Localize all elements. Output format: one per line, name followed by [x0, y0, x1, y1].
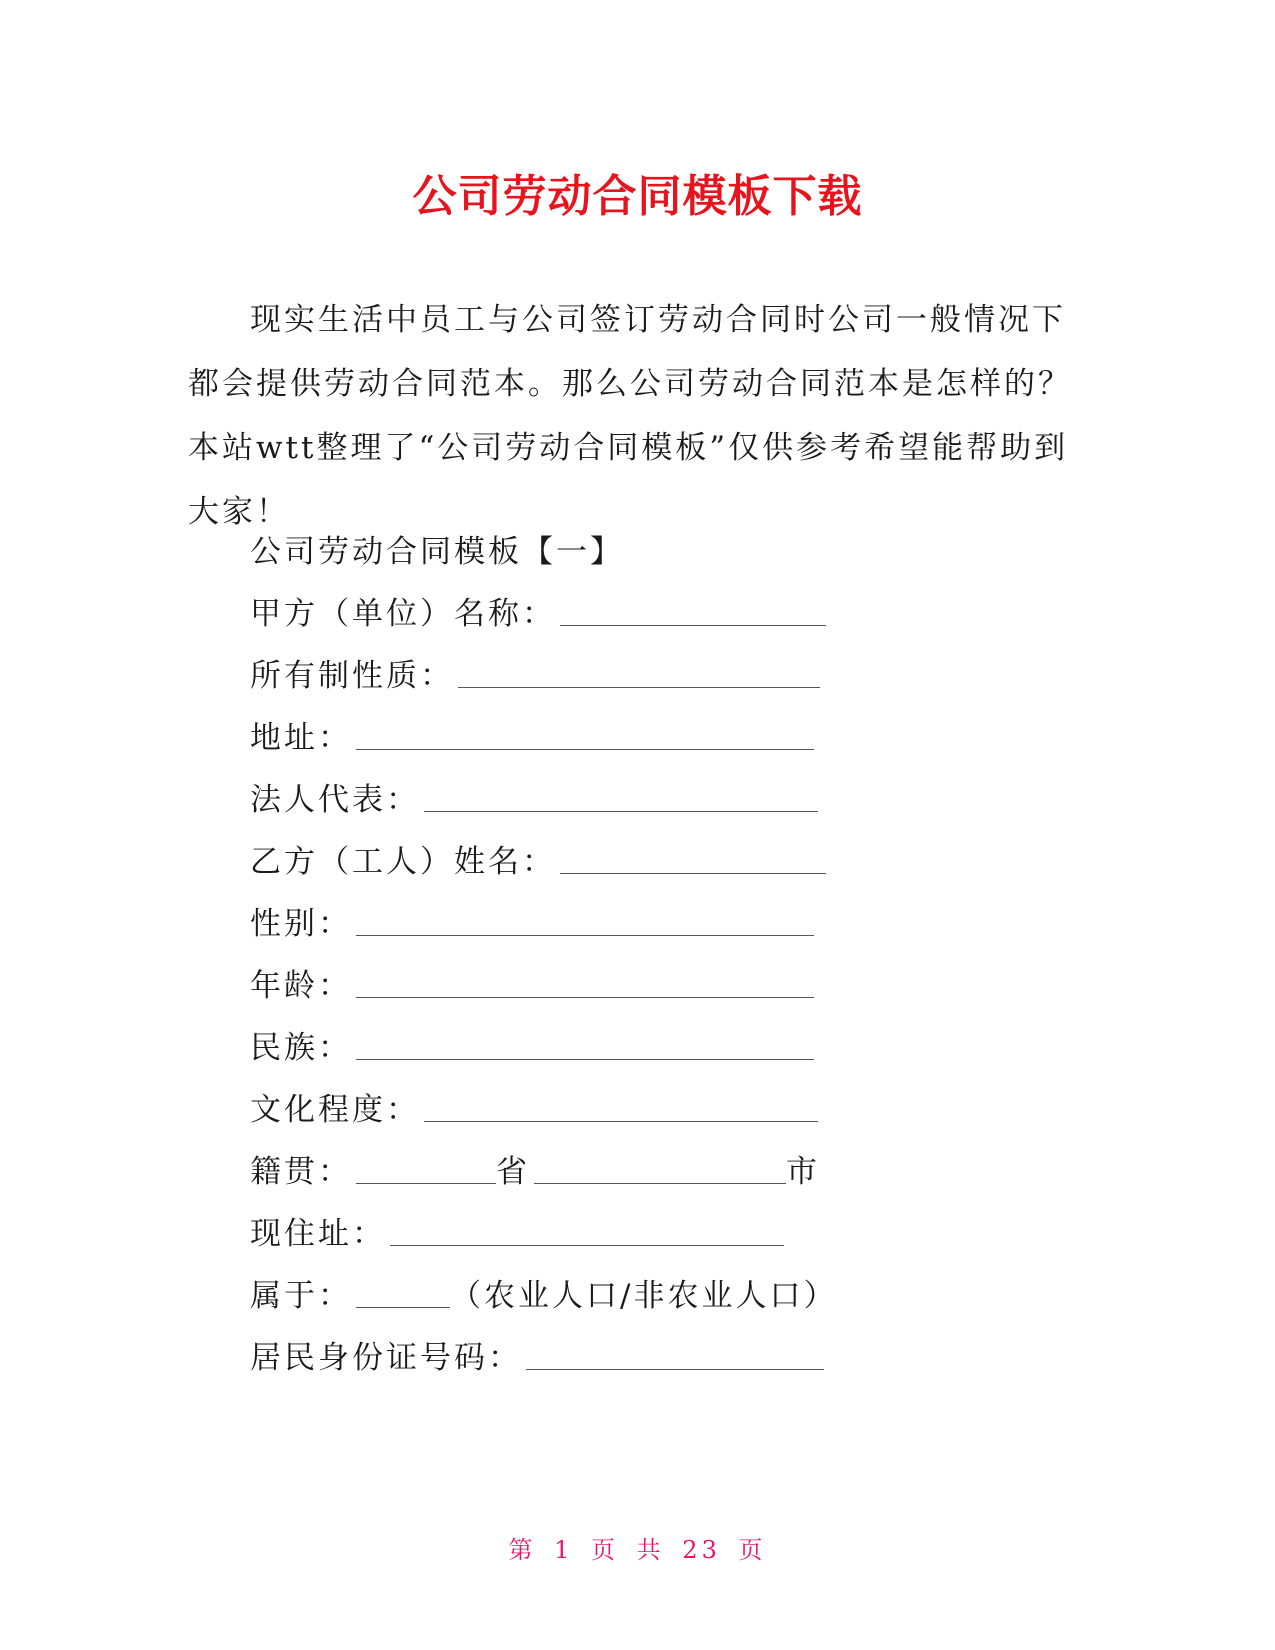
blank-line — [560, 603, 826, 626]
blank-line — [526, 1347, 824, 1370]
field-label: 现住址： — [250, 1216, 386, 1252]
field-label: 乙方（工人）姓名： — [250, 844, 556, 880]
field-address — [250, 718, 814, 758]
blank-line — [424, 1099, 818, 1122]
blank-line — [390, 1223, 784, 1246]
field-label: 属于： — [250, 1278, 352, 1314]
field-ethnicity — [250, 1028, 814, 1068]
field-label: 文化程度： — [250, 1092, 420, 1128]
city-label: 市 — [786, 1154, 820, 1190]
section-heading — [250, 532, 624, 572]
blank-line — [356, 913, 814, 936]
field-party-a-name — [250, 594, 826, 634]
field-education — [250, 1090, 818, 1130]
blank-line — [356, 975, 814, 998]
blank-line — [560, 851, 826, 874]
blank-line — [458, 665, 820, 688]
blank-line — [356, 1037, 814, 1060]
document-title: 公司劳动合同模板下载 — [412, 171, 863, 222]
section-heading-text: 公司劳动合同模板【一】 — [250, 534, 624, 570]
blank-line — [356, 1161, 496, 1184]
field-ownership — [250, 656, 820, 696]
blank-line — [356, 1285, 450, 1308]
blank-line — [424, 789, 818, 812]
field-label: 民族： — [250, 1030, 352, 1066]
belongs-to-options: （农业人口/非农业人口） — [450, 1278, 838, 1314]
blank-line — [356, 727, 814, 750]
field-label: 籍贯： — [250, 1154, 352, 1190]
field-label: 居民身份证号码： — [250, 1340, 522, 1376]
field-native-place — [250, 1152, 820, 1192]
field-legal-rep — [250, 780, 818, 820]
field-id-number — [250, 1338, 824, 1378]
field-label: 性别： — [250, 906, 352, 942]
intro-paragraph: 现实生活中员工与公司签订劳动合同时公司一般情况下都会提供劳动合同范本。那么公司劳动合同范本是怎样的？本站wtt整理了“公司劳动合同模板”仅供参考希望能帮助到大家！ — [188, 302, 1072, 530]
field-label: 年龄： — [250, 968, 352, 1004]
page-footer: 第 1 页 共 23 页 — [508, 1536, 767, 1564]
field-party-b-name — [250, 842, 826, 882]
field-age — [250, 966, 814, 1006]
field-label: 法人代表： — [250, 782, 420, 818]
field-label: 地址： — [250, 720, 352, 756]
field-label: 甲方（单位）名称： — [250, 596, 556, 632]
field-belongs-to — [250, 1276, 837, 1316]
field-gender — [250, 904, 814, 944]
field-label: 所有制性质： — [250, 658, 454, 694]
province-label: 省 — [496, 1154, 530, 1190]
field-current-address — [250, 1214, 784, 1254]
blank-line — [534, 1161, 786, 1184]
